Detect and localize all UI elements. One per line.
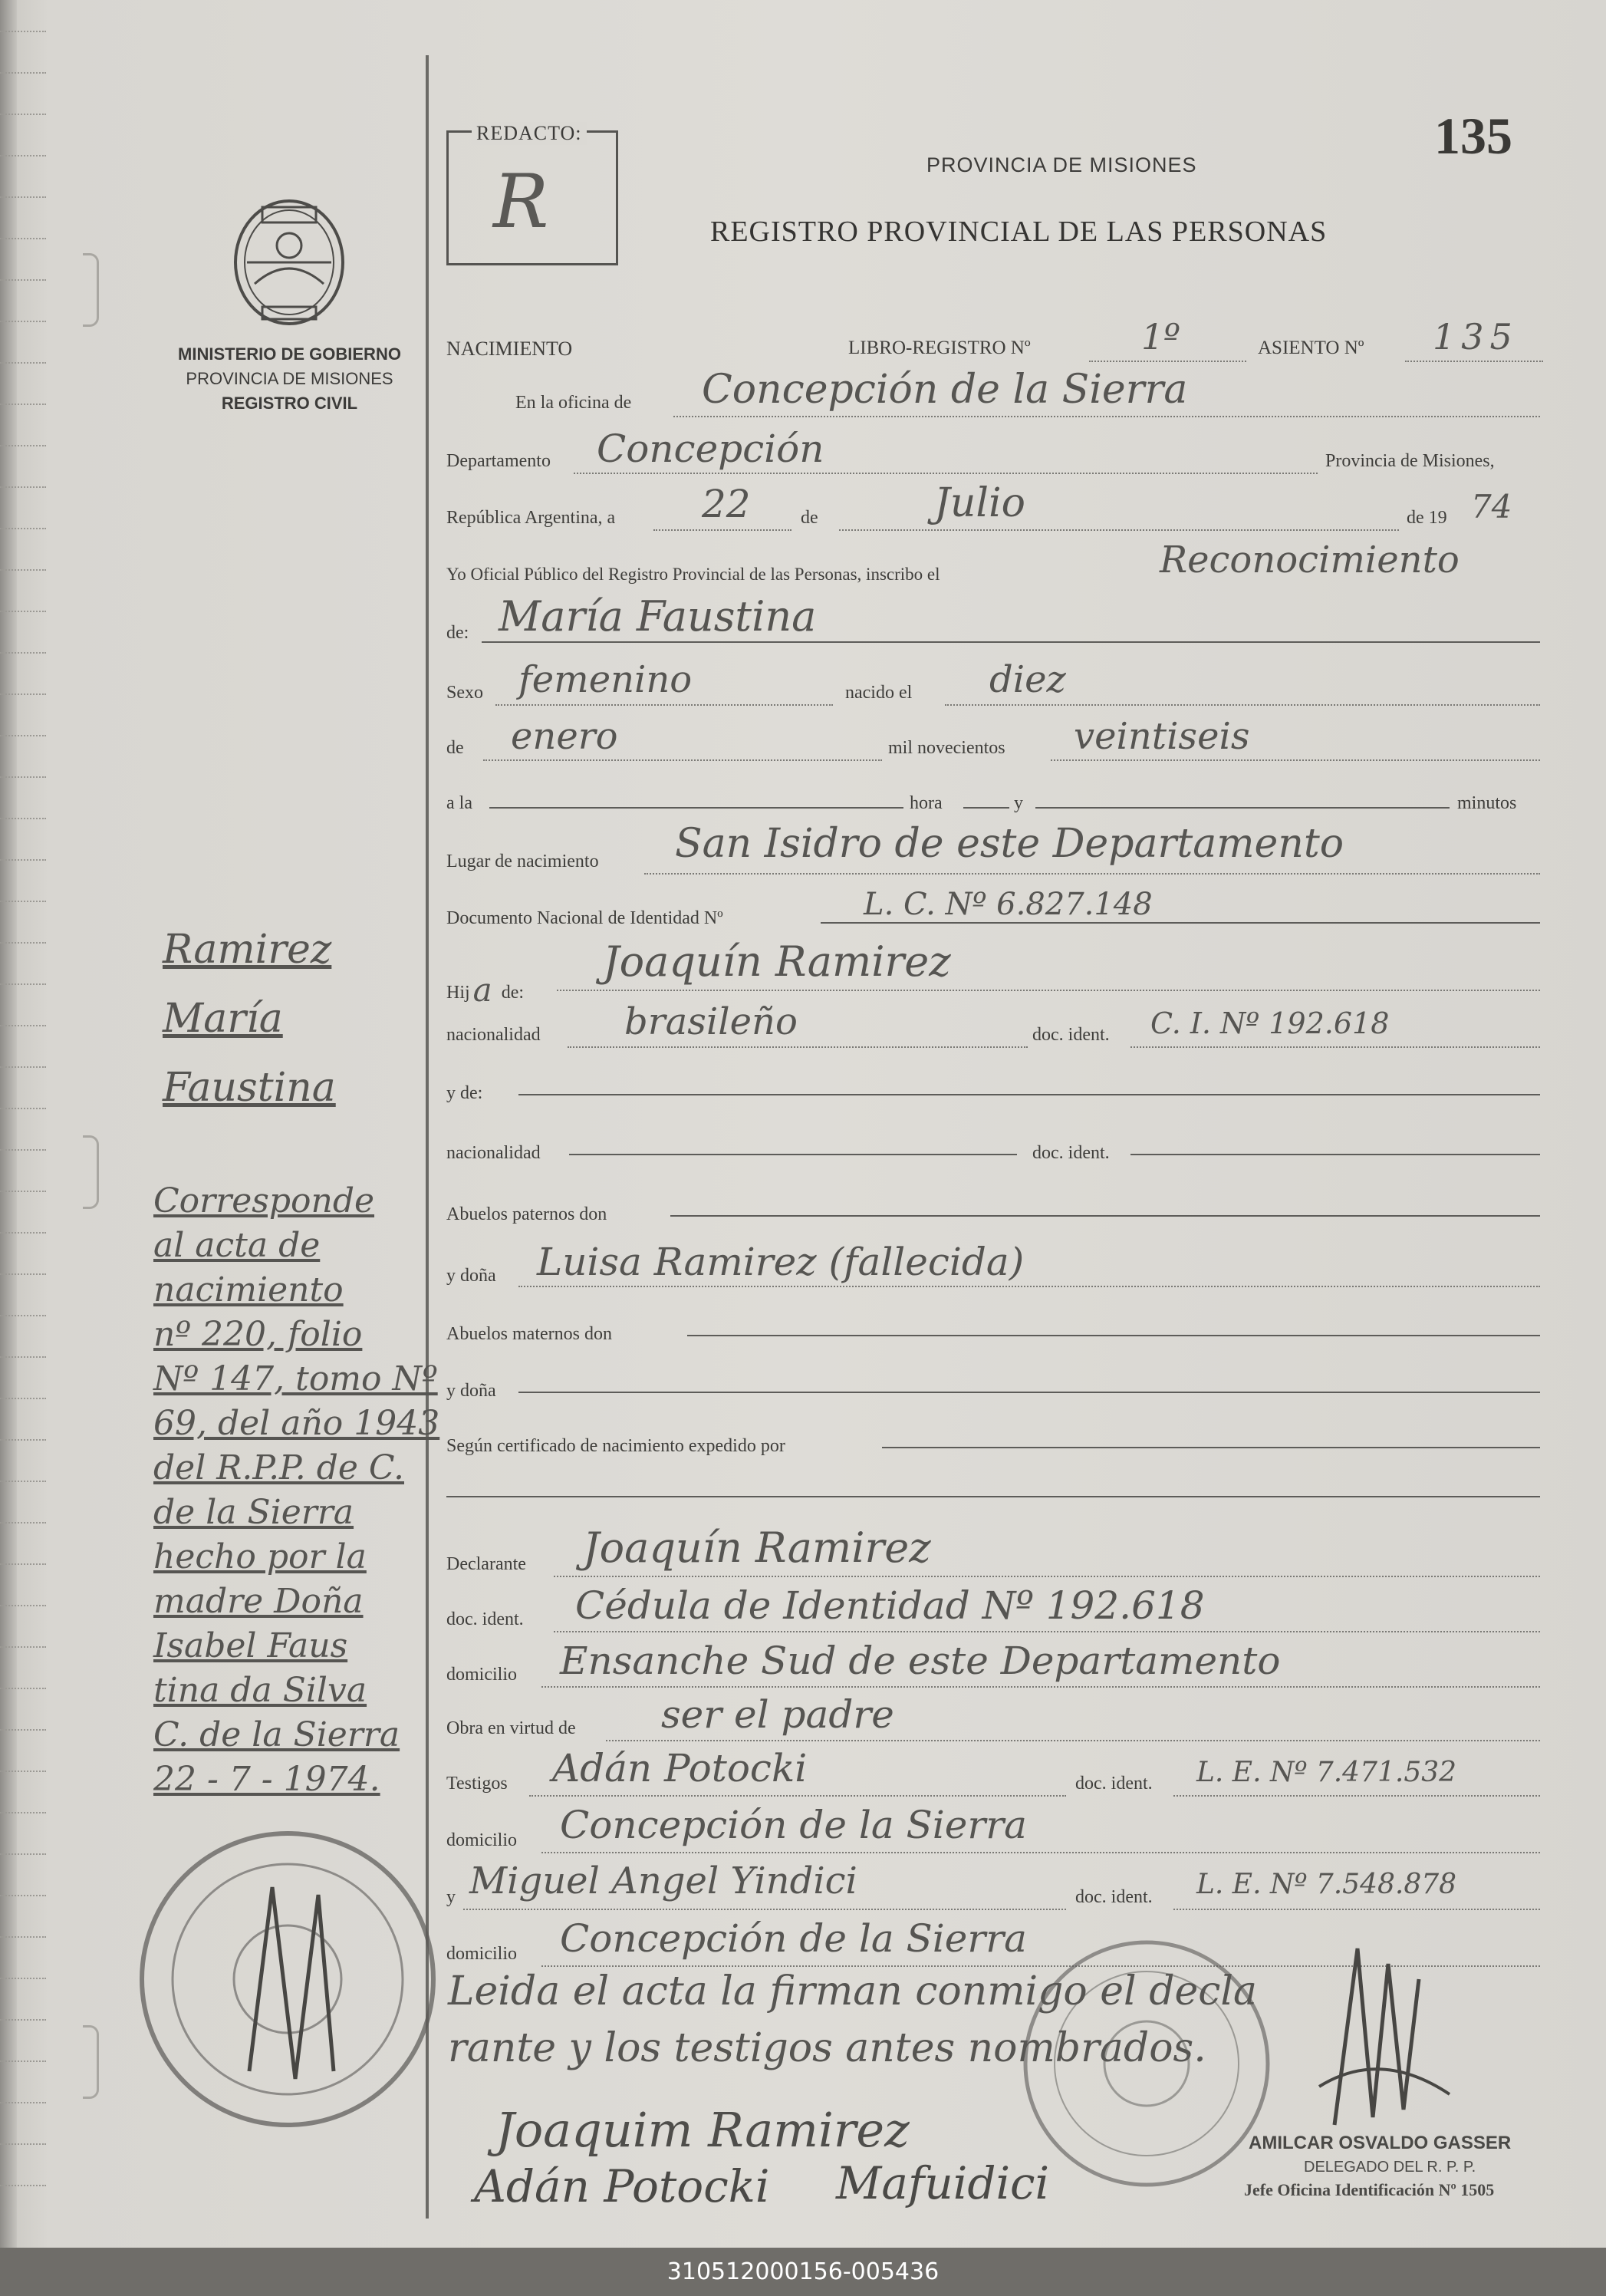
father-value: Joaquín Ramirez <box>603 937 951 986</box>
abuelos-pat-line <box>670 1215 1540 1217</box>
father-line <box>557 990 1540 991</box>
domicilio3-label: domicilio <box>446 1944 517 1964</box>
left-page-rule <box>0 1191 46 1192</box>
ministry-line1: MINISTERIO DE GOBIERNO <box>178 344 401 364</box>
left-page-rule <box>0 2102 46 2103</box>
left-page-rule <box>0 1771 46 1772</box>
left-page-rule <box>0 1688 46 1689</box>
nacido-line <box>945 704 1540 706</box>
margin-note-line: 69, del año 1943 <box>153 1404 440 1443</box>
testigo2-line <box>463 1909 1066 1910</box>
yde-label: y de: <box>446 1083 483 1103</box>
domicilio2-line <box>541 1852 1540 1853</box>
left-page-rule <box>0 1149 46 1151</box>
segun-line-2 <box>446 1496 1540 1497</box>
book-spine <box>0 0 17 2248</box>
ministry-block <box>153 342 426 416</box>
page-number: 135 <box>1434 107 1512 165</box>
lugar-value: San Isidro de este Departamento <box>675 821 1344 867</box>
left-page-rule <box>0 859 46 861</box>
oficial-text: Yo Oficial Público del Registro Provincial de las Personas, inscribo el <box>446 565 940 584</box>
left-page-rule <box>0 901 46 902</box>
doc-ident3-line <box>554 1631 1540 1632</box>
left-page-rule <box>0 362 46 364</box>
departamento-line <box>574 473 1318 474</box>
hija-label <box>446 968 525 1009</box>
doc-ident4-label: doc. ident. <box>1075 1774 1153 1794</box>
nacido-label: nacido el <box>845 683 913 703</box>
abuelos-mat-line <box>687 1335 1540 1336</box>
left-page-rule <box>0 2143 46 2145</box>
ministry-line2: PROVINCIA DE MISIONES <box>186 369 393 388</box>
left-page-rule <box>0 528 46 529</box>
province-heading: PROVINCIA DE MISIONES <box>926 153 1197 176</box>
left-page-rule <box>0 1066 46 1068</box>
left-page-rule <box>0 1646 46 1648</box>
left-page-rule <box>0 31 46 32</box>
doc-ident2-label: doc. ident. <box>1032 1143 1110 1163</box>
margin-note-line: de la Sierra <box>153 1493 354 1532</box>
testigos-label: Testigos <box>446 1774 508 1794</box>
margin-note-line: tina da Silva <box>153 1671 367 1710</box>
left-page-rule <box>0 569 46 571</box>
left-page-rule <box>0 1273 46 1275</box>
left-page-rule <box>0 1025 46 1026</box>
official-title: DELEGADO DEL R. P. P. <box>1304 2159 1476 2176</box>
leida-line1: Leida el acta la firman conmigo el decla <box>448 1968 1258 2014</box>
testigo1-signature: Adán Potocki <box>474 2160 770 2212</box>
left-page-rule <box>0 279 46 281</box>
margin-note-line: nacimiento <box>153 1270 344 1309</box>
doc-nac-value: L. C. Nº 6.827.148 <box>864 887 1153 922</box>
nacionalidad-line <box>568 1046 1028 1048</box>
mil-label: mil novecientos <box>888 738 1005 758</box>
doc-nac-label: Documento Nacional de Identidad Nº <box>446 908 723 928</box>
doc-ident-label: doc. ident. <box>1032 1025 1110 1045</box>
left-page-rule <box>0 445 46 446</box>
left-page-rule <box>0 1481 46 1482</box>
left-page-rule <box>0 2060 46 2062</box>
testigo2-value: Miguel Angel Yindici <box>469 1860 857 1902</box>
left-page-rule <box>0 196 46 198</box>
margin-note-line: Corresponde <box>153 1181 375 1220</box>
asiento-label: ASIENTO Nº <box>1258 338 1364 358</box>
lugar-label: Lugar de nacimiento <box>446 852 599 871</box>
doc-ident4-value: L. E. Nº 7.471.532 <box>1196 1757 1457 1788</box>
sexo-line <box>495 704 833 706</box>
minutos-line <box>1035 807 1450 809</box>
left-page-rule <box>0 155 46 156</box>
left-page-rule <box>0 114 46 115</box>
day-line <box>653 529 791 531</box>
left-page-rule <box>0 1356 46 1358</box>
doc-ident3-label: doc. ident. <box>446 1609 524 1629</box>
domicilio-line <box>541 1686 1540 1688</box>
abuelos-mat-label: Abuelos maternos don <box>446 1324 612 1344</box>
obra-line <box>606 1740 1540 1741</box>
ydona-label: y doña <box>446 1266 496 1286</box>
margin-surname: Ramirez <box>163 927 332 973</box>
name-value: María Faustina <box>499 592 817 641</box>
coat-of-arms-icon <box>224 192 354 330</box>
margin-note-line: nº 220, folio <box>153 1315 363 1354</box>
nacionalidad-label: nacionalidad <box>446 1025 541 1045</box>
left-page-rule <box>0 652 46 654</box>
redacto-initials: R <box>493 159 549 245</box>
doc-nac-line <box>821 922 1540 924</box>
declarante-line <box>554 1576 1540 1577</box>
libro-value: 1º <box>1141 316 1180 357</box>
inscribo-value: Reconocimiento <box>1160 539 1460 581</box>
margin-first-name: María <box>163 996 283 1042</box>
libro-label: LIBRO-REGISTRO Nº <box>848 338 1031 358</box>
left-page-rule <box>0 486 46 488</box>
left-page-rule <box>0 1522 46 1524</box>
margin-note-line: 22 - 7 - 1974. <box>153 1760 380 1799</box>
left-page-rule <box>0 1108 46 1109</box>
domicilio2-value: Concepción de la Sierra <box>560 1803 1027 1847</box>
de3-label: de <box>446 738 464 758</box>
redacto-box <box>446 122 618 265</box>
left-page-rule <box>0 818 46 819</box>
provincia-suffix: Provincia de Misiones, <box>1325 451 1495 471</box>
hija-de: de: <box>501 983 525 1003</box>
registry-title: REGISTRO PROVINCIAL DE LAS PERSONAS <box>710 216 1328 248</box>
y-label: y <box>1014 793 1023 813</box>
domicilio-value: Ensanche Sud de este Departamento <box>560 1639 1281 1683</box>
domicilio-label: domicilio <box>446 1665 517 1685</box>
binding-stitch <box>83 253 99 327</box>
lugar-line <box>644 873 1540 875</box>
departamento-label: Departamento <box>446 451 551 471</box>
hora-label: hora <box>910 793 943 813</box>
minutos-label: minutos <box>1457 793 1517 813</box>
asiento-line <box>1405 361 1543 362</box>
margin-note-line: C. de la Sierra <box>153 1715 400 1754</box>
left-page-rule <box>0 2019 46 2021</box>
birth-month-value: enero <box>511 715 618 758</box>
asiento-value: 135 <box>1433 316 1519 357</box>
abuelos-pat-label: Abuelos paternos don <box>446 1204 607 1224</box>
ala-label: a la <box>446 793 472 813</box>
hija-suffix: a <box>472 971 492 1009</box>
oficina-line <box>673 416 1540 417</box>
left-page-rule <box>0 1315 46 1316</box>
left-page-rule <box>0 1812 46 1813</box>
binding-stitch <box>83 2025 99 2099</box>
left-page-rule <box>0 404 46 405</box>
binding-stitch <box>83 1135 99 1209</box>
obra-value: ser el padre <box>661 1692 894 1737</box>
margin-note-line: del R.P.P. de C. <box>153 1448 404 1487</box>
left-page-rule <box>0 983 46 985</box>
doc-ident5-label: doc. ident. <box>1075 1887 1153 1907</box>
doc-ident4-line <box>1173 1795 1540 1797</box>
left-page-rule <box>0 1936 46 1938</box>
doc-ident2-line <box>1130 1154 1540 1155</box>
month-value: Julio <box>934 480 1025 526</box>
month-line <box>839 529 1399 531</box>
hora-line <box>489 807 903 809</box>
nacionalidad2-line <box>569 1154 1017 1155</box>
domicilio3-value: Concepción de la Sierra <box>560 1916 1027 1961</box>
year-label: de 19 <box>1407 508 1447 528</box>
left-page-rule <box>0 1978 46 1979</box>
libro-line <box>1089 361 1246 362</box>
left-page-rule <box>0 238 46 239</box>
name-line <box>482 641 1540 643</box>
doc-ident-value: C. I. Nº 192.618 <box>1150 1006 1390 1040</box>
segun-label: Según certificado de nacimiento expedido por <box>446 1436 785 1456</box>
declarante-signature: Joaquim Ramirez <box>495 2102 910 2158</box>
segun-line <box>882 1447 1540 1448</box>
leida-line2: rante y los testigos antes nombrados. <box>448 2025 1206 2071</box>
oficina-label: En la oficina de <box>515 393 632 413</box>
departamento-value: Concepción <box>597 427 824 471</box>
doc-ident5-line <box>1173 1909 1540 1910</box>
left-page-rule <box>0 735 46 736</box>
margin-note-line: Nº 147, tomo Nº <box>153 1359 438 1398</box>
declarante-value: Joaquín Ramirez <box>583 1524 931 1572</box>
left-page-rule <box>0 693 46 695</box>
left-page-rule <box>0 611 46 612</box>
doc-ident3-value: Cédula de Identidad Nº 192.618 <box>575 1583 1205 1628</box>
margin-second-name: Faustina <box>163 1065 336 1111</box>
birth-month-line <box>483 759 882 761</box>
mil-value: veintiseis <box>1074 715 1250 758</box>
testigo1-line <box>529 1795 1066 1797</box>
left-page-rule <box>0 942 46 944</box>
left-page-rule <box>0 321 46 322</box>
ydona-value: Luisa Ramirez (fallecida) <box>537 1240 1025 1284</box>
obra-label: Obra en virtud de <box>446 1718 576 1738</box>
margin-note-line: Isabel Faus <box>153 1626 348 1665</box>
oficina-value: Concepción de la Sierra <box>702 367 1188 413</box>
ydona2-label: y doña <box>446 1381 496 1401</box>
doc-ident-line <box>1130 1046 1540 1048</box>
redacto-label: REDACTO: <box>472 122 587 145</box>
left-page-rule <box>0 1398 46 1399</box>
official-office: Jefe Oficina Identificación Nº 1505 <box>1244 2180 1495 2199</box>
left-page-rule <box>0 2185 46 2186</box>
ydona2-line <box>518 1392 1540 1393</box>
testigo2-signature: Mafuidici <box>836 2157 1050 2209</box>
record-type: NACIMIENTO <box>446 338 573 360</box>
hora-gap-line <box>963 807 1009 809</box>
left-page-rule <box>0 1439 46 1441</box>
sexo-value: femenino <box>518 658 693 701</box>
testigo1-value: Adán Potocki <box>552 1746 808 1790</box>
hija-label-text: Hij <box>446 983 470 1003</box>
nacionalidad2-label: nacionalidad <box>446 1143 541 1163</box>
left-page-rule <box>0 1232 46 1234</box>
margin-note-line: madre Doña <box>153 1582 364 1621</box>
left-page-rule <box>0 1563 46 1565</box>
de-label: de <box>801 508 818 528</box>
left-page-rule <box>0 1895 46 1896</box>
mother-line <box>518 1094 1540 1095</box>
domicilio2-label: domicilio <box>446 1830 517 1850</box>
de2-label: de: <box>446 623 469 643</box>
provincial-seal-icon <box>134 1826 441 2133</box>
day-value: 22 <box>702 482 751 526</box>
left-page-rule <box>0 1853 46 1855</box>
margin-note-line: al acta de <box>153 1226 321 1265</box>
footer-id: 310512000156-005436 <box>0 2248 1606 2296</box>
left-page-rule <box>0 72 46 74</box>
doc-ident5-value: L. E. Nº 7.548.878 <box>1196 1869 1457 1900</box>
left-page-rule <box>0 1729 46 1731</box>
ydona-line <box>518 1286 1540 1287</box>
declarante-label: Declarante <box>446 1554 526 1574</box>
nacionalidad-value: brasileño <box>624 1000 798 1043</box>
left-page-rule <box>0 1605 46 1606</box>
ministry-line3: REGISTRO CIVIL <box>221 394 358 413</box>
official-signature-icon <box>1304 1933 1457 2133</box>
left-page-rule <box>0 776 46 778</box>
margin-note-line: hecho por la <box>153 1537 367 1576</box>
registry-seal-icon <box>1020 1933 1273 2194</box>
sexo-label: Sexo <box>446 683 483 703</box>
y2-label: y <box>446 1887 456 1907</box>
year-value: 74 <box>1471 488 1512 525</box>
nacido-value: diez <box>989 658 1066 701</box>
official-name: AMILCAR OSVALDO GASSER <box>1249 2133 1512 2153</box>
mil-line <box>1051 759 1540 761</box>
republica-label: República Argentina, a <box>446 508 616 528</box>
